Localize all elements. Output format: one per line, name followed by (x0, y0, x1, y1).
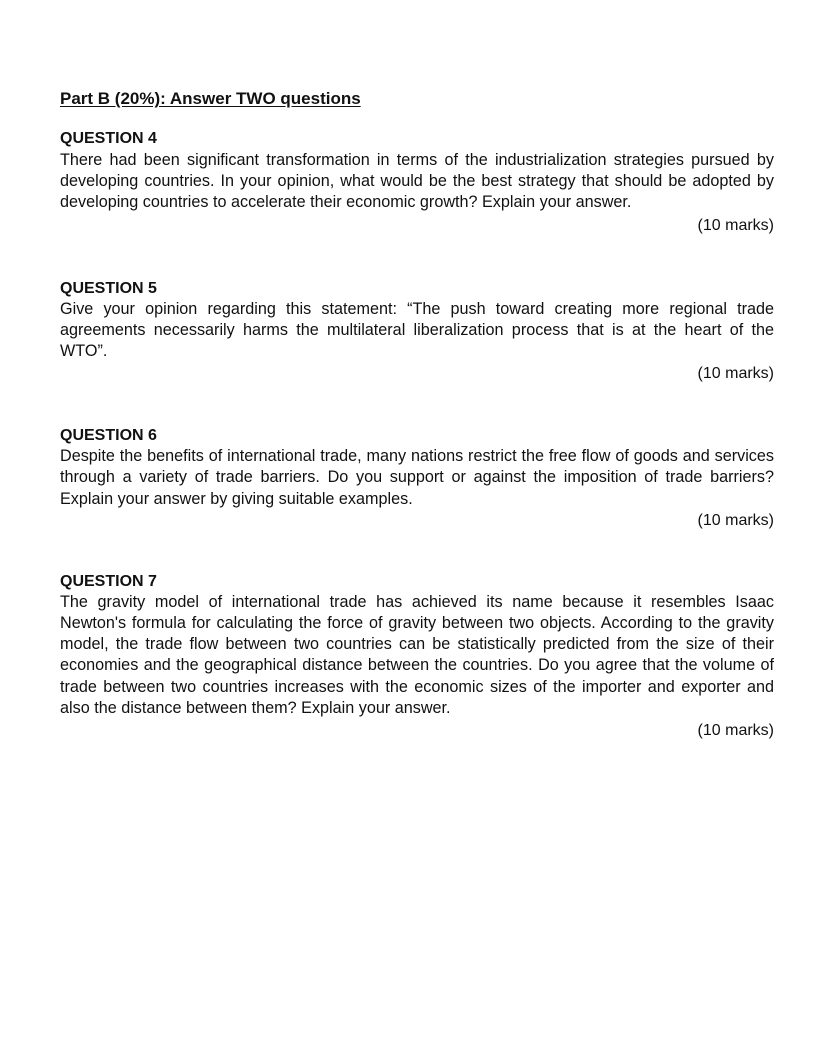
question-title: QUESTION 4 (60, 130, 157, 147)
question-title: QUESTION 5 (60, 279, 157, 297)
question-body: Give your opinion regarding this statement: “The push toward creating more regional trade agreements necessarily harms the multilateral liberalization process that is at the heart of the WTO”. (60, 299, 774, 361)
question-body: There had been significant transformation in terms of the industrialization strategies pursued by developing countries. In your opinion, what would be the best strategy that should be adopted by developing countries to accelerate their economic growth? Explain your answer. (60, 151, 774, 212)
question-body: The gravity model of international trade has achieved its name because it resembles Isaac Newton's formula for calculating the force of gravity between two objects. According to the gravity model, the trade flow between two countries can be statistically predicted from the size of their economies and the geographical distance between the countries. Do you agree that the volume of trade between two countries increases with the economic sizes of the importer and exporter and also the distance between them? Explain your answer. (60, 592, 774, 717)
marks-label: (10 marks) (697, 216, 774, 234)
question-title: QUESTION 6 (60, 427, 157, 445)
question-6 (60, 426, 774, 531)
question-body: Despite the benefits of international trade, many nations restrict the free flow of goods and services through a variety of trade barriers. Do you support or against the imposition of trade barriers? Explain your answer by giving suitable examples. (60, 447, 774, 508)
question-4 (60, 129, 774, 236)
question-title: QUESTION 7 (60, 572, 157, 590)
marks-label: (10 marks) (697, 365, 774, 383)
exam-page (60, 88, 774, 741)
part-heading: Part B (20%): Answer TWO questions (60, 89, 361, 108)
marks-label: (10 marks) (697, 722, 774, 740)
question-5 (60, 279, 774, 385)
marks-label: (10 marks) (697, 511, 774, 529)
question-7 (60, 572, 774, 741)
